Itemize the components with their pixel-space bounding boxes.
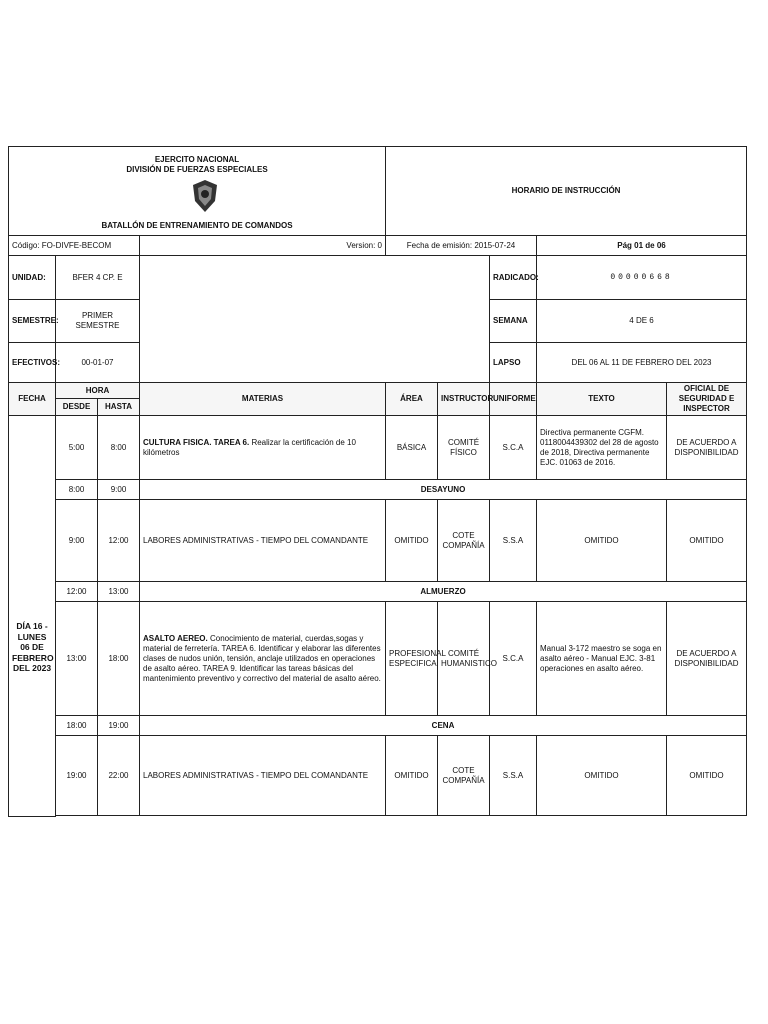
- row-instructor: COTE COMPAÑÍA: [438, 736, 490, 816]
- row-instructor: COMITÉ FÍSICO: [438, 416, 490, 480]
- row-texto: OMITIDO: [537, 736, 667, 816]
- page-number: Pág 01 de 06: [537, 236, 747, 256]
- table-row: [9, 416, 747, 480]
- row-materia: [140, 416, 386, 480]
- meal-desde: 8:00: [56, 480, 98, 500]
- meal-name: CENA: [140, 716, 747, 736]
- day-label: DÍA 16 - LUNES 06 DE FEBRERO DEL 2023: [9, 480, 56, 817]
- col-fecha: FECHA: [9, 383, 56, 416]
- meal-row: [9, 582, 747, 602]
- row-hasta: 12:00: [98, 500, 140, 582]
- materia-text: LABORES ADMINISTRATIVAS - TIEMPO DEL COMANDANTE: [143, 770, 369, 780]
- materia-text: Realizar la certificación de 10 kilómetros: [143, 437, 356, 457]
- instruction-schedule-sheet: [8, 146, 746, 856]
- col-instructor: INSTRUCTOR: [438, 383, 490, 416]
- meal-hasta: 9:00: [98, 480, 140, 500]
- version: Version: 0: [140, 236, 386, 256]
- info-blank: [140, 256, 490, 383]
- row-desde: 13:00: [56, 602, 98, 716]
- row-desde: 19:00: [56, 736, 98, 816]
- col-materias: MATERIAS: [140, 383, 386, 416]
- radicado-label: RADICADO:: [490, 256, 537, 300]
- row-hasta: 22:00: [98, 736, 140, 816]
- meal-row: [9, 716, 747, 736]
- header-left: [9, 147, 386, 236]
- row-desde: 5:00: [56, 416, 98, 480]
- org-line-1: EJERCITO NACIONAL: [154, 155, 240, 164]
- materia-text: LABORES ADMINISTRATIVAS - TIEMPO DEL COMANDANTE: [143, 535, 369, 545]
- col-area: ÁREA: [386, 383, 438, 416]
- row-instructor: COTE COMPAÑÍA: [438, 500, 490, 582]
- col-texto: TEXTO: [537, 383, 667, 416]
- row-area: BÁSICA: [386, 416, 438, 480]
- efectivos-label: EFECTIVOS:: [9, 343, 56, 383]
- meal-name: DESAYUNO: [140, 480, 747, 500]
- col-hora: HORA: [56, 383, 140, 399]
- document-title: HORARIO DE INSTRUCCIÓN: [386, 147, 747, 236]
- row-area: OMITIDO: [386, 736, 438, 816]
- meal-row: [9, 480, 747, 500]
- row-uniforme: S.C.A: [490, 416, 537, 480]
- semana-label: SEMANA: [490, 300, 537, 343]
- row-materia: [140, 736, 386, 816]
- battalion-name: BATALLÓN DE ENTRENAMIENTO DE COMANDOS: [101, 221, 293, 230]
- row-texto: Manual 3-172 maestro se soga en asalto aéreo - Manual EJC. 3-81 operaciones en asalto aéreo.: [537, 602, 667, 716]
- row-instructor: COMITÉ HUMANISTICO: [438, 602, 490, 716]
- row-desde: 9:00: [56, 500, 98, 582]
- schedule-table: [8, 146, 747, 817]
- lapso-value: DEL 06 AL 11 DE FEBRERO DEL 2023: [537, 343, 747, 383]
- materia-text: Conocimiento de material, cuerdas,sogas y material de ferretería. TAREA 6. Identificar y elaborar las diferentes clases de nudos unión, tensión, anclaje utilizados en operaciones de asalto aéreo. TAREA 9. Identificar las tareas básicas del mantenimiento preventivo y correctivo del material de asalto aéreo.: [143, 633, 381, 683]
- row-oficial: OMITIDO: [667, 500, 747, 582]
- org-line-2: DIVISIÓN DE FUERZAS ESPECIALES: [126, 165, 268, 175]
- meal-desde: 12:00: [56, 582, 98, 602]
- col-oficial: OFICIAL DE SEGURIDAD E INSPECTOR: [667, 383, 747, 416]
- row-oficial: DE ACUERDO A DISPONIBILIDAD: [667, 602, 747, 716]
- meal-hasta: 13:00: [98, 582, 140, 602]
- row-area: OMITIDO: [386, 500, 438, 582]
- row-uniforme: S.S.A: [490, 500, 537, 582]
- radicado-number: 00000668: [537, 256, 747, 300]
- row-area: PROFESIONAL ESPECIFICA: [386, 602, 438, 716]
- table-row: [9, 500, 747, 582]
- meal-name: ALMUERZO: [140, 582, 747, 602]
- col-desde: DESDE: [56, 399, 98, 416]
- row-hasta: 18:00: [98, 602, 140, 716]
- semestre-value: PRIMER SEMESTRE: [56, 300, 140, 343]
- table-row: [9, 602, 747, 716]
- fecha-cell-top: [9, 416, 56, 480]
- unidad-label: UNIDAD:: [9, 256, 56, 300]
- fecha-emision: Fecha de emisión: 2015-07-24: [386, 236, 537, 256]
- meal-hasta: 19:00: [98, 716, 140, 736]
- codigo: Código: FO-DIVFE-BECOM: [9, 236, 140, 256]
- table-row: [9, 736, 747, 816]
- row-materia: [140, 602, 386, 716]
- row-oficial: OMITIDO: [667, 736, 747, 816]
- col-uniforme: UNIFORME: [490, 383, 537, 416]
- lapso-label: LAPSO: [490, 343, 537, 383]
- row-materia: [140, 500, 386, 582]
- semestre-label: SEMESTRE:: [9, 300, 56, 343]
- efectivos-value: 00-01-07: [56, 343, 140, 383]
- army-emblem-icon: [191, 179, 219, 213]
- row-uniforme: S.C.A: [490, 602, 537, 716]
- row-hasta: 8:00: [98, 416, 140, 480]
- row-texto: Directiva permanente CGFM. 0118004439302 del 28 de agosto de 2018, Directiva permanente EJC. 01063 de 2016.: [537, 416, 667, 480]
- col-hasta: HASTA: [98, 399, 140, 416]
- row-texto: OMITIDO: [537, 500, 667, 582]
- meal-desde: 18:00: [56, 716, 98, 736]
- row-oficial: DE ACUERDO A DISPONIBILIDAD: [667, 416, 747, 480]
- unidad-value: BFER 4 CP. E: [56, 256, 140, 300]
- materia-bold: ASALTO AEREO.: [143, 633, 208, 643]
- materia-bold: CULTURA FISICA. TAREA 6.: [143, 437, 250, 447]
- semana-value: 4 DE 6: [537, 300, 747, 343]
- org-name: [9, 155, 385, 176]
- row-uniforme: S.S.A: [490, 736, 537, 816]
